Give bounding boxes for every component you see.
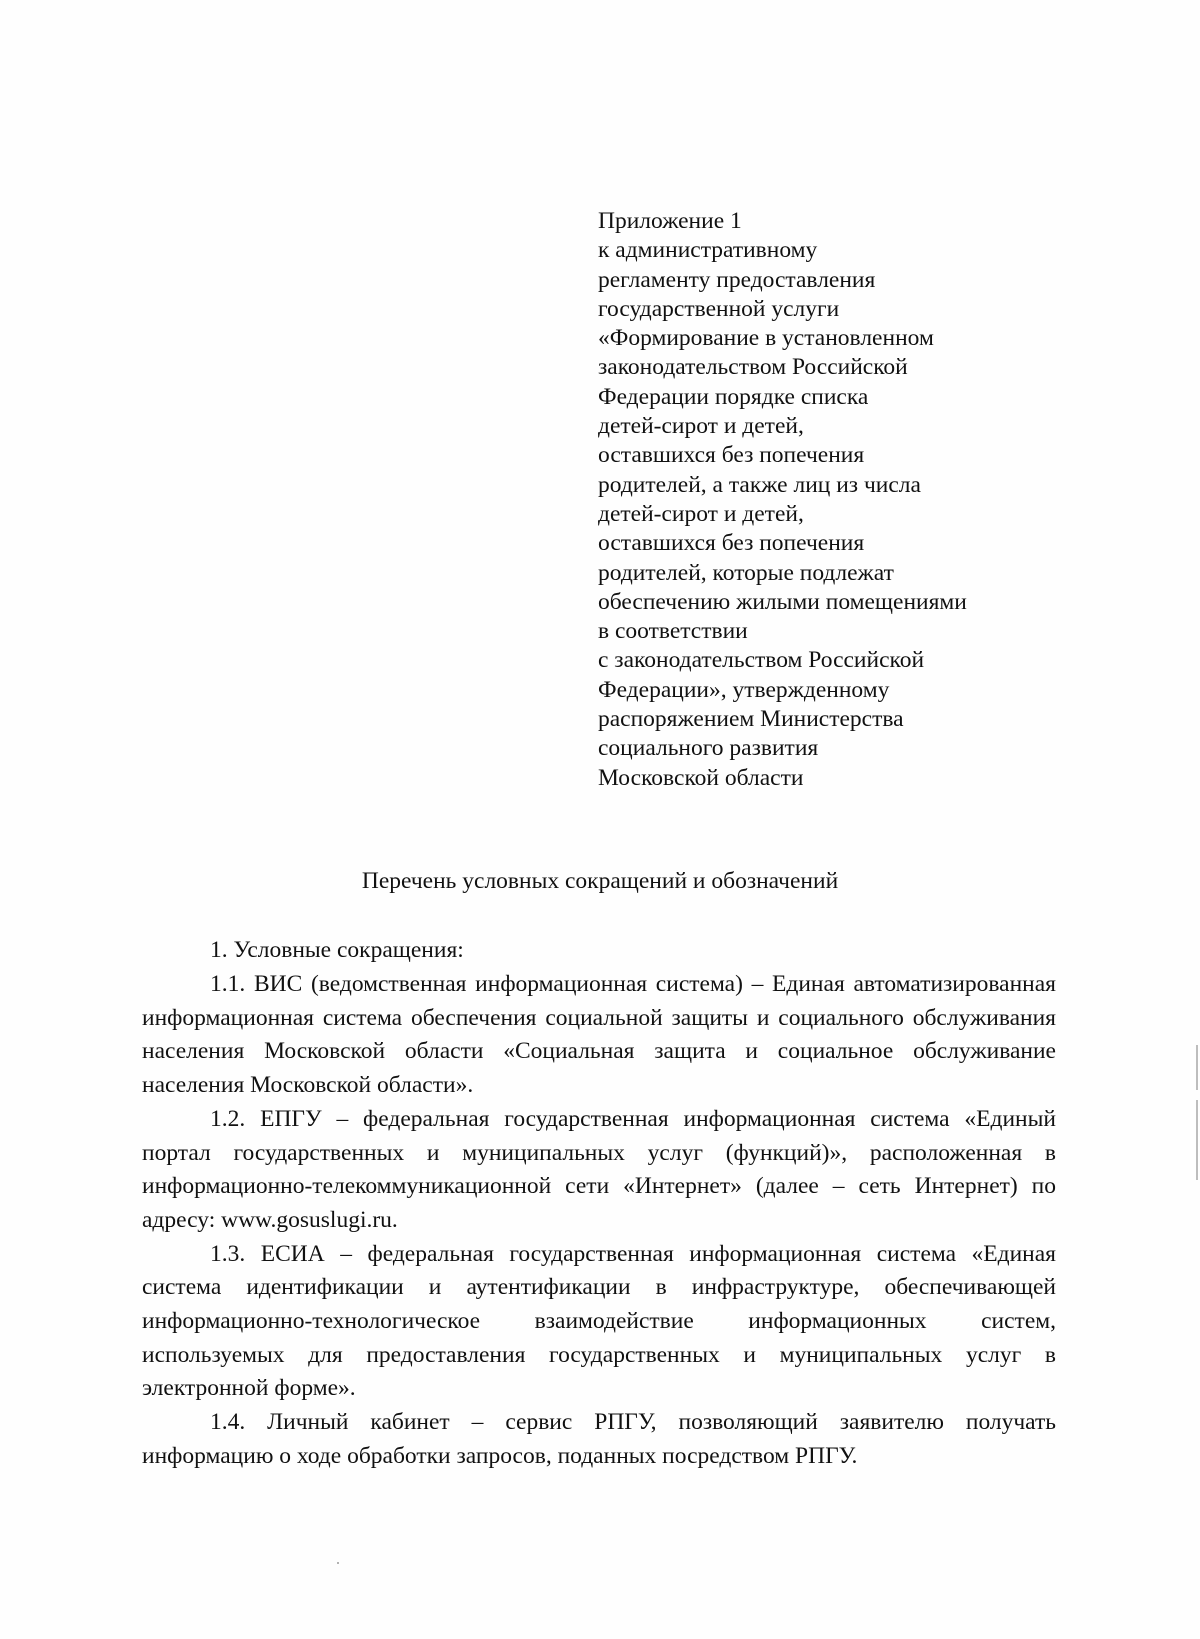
definition-epgu: 1.2. ЕПГУ – федеральная государственная информационная система «Единый портал государственных и муниципальных услуг (функций)», расположенная в информационно-телекоммуникационной сети «Интернет» (далее – сеть Интернет) по адресу: www.gosuslugi.ru. [142, 1105, 1056, 1233]
definition-personal-account: 1.4. Личный кабинет – сервис РПГУ, позволяющий заявителю получать информацию о ходе обработки запросов, поданных посредством РПГУ. [142, 1409, 1056, 1469]
appendix-line: регламенту предоставления [598, 266, 876, 293]
appendix-line: Федерации порядке списка [598, 383, 869, 410]
appendix-line: законодательством Российской [598, 354, 908, 381]
appendix-line: родителей, а также лиц из числа [598, 471, 921, 498]
scan-speck [337, 1562, 339, 1564]
definition-vis: 1.1. ВИС (ведомственная информационная система) – Единая автоматизированная информационная система обеспечения социальной защиты и социального обслуживания населения Московской области «Социальная защита и социальное обслуживание населения Московской области». [142, 971, 1056, 1098]
appendix-line: распоряжением Министерства [598, 706, 904, 733]
document-heading: Перечень условных сокращений и обозначений [361, 868, 839, 894]
appendix-line: обеспечению жилыми помещениями [598, 588, 967, 615]
document-body [142, 934, 1056, 1474]
section-intro: 1. Условные сокращения: [210, 937, 464, 963]
appendix-line: родителей, которые подлежат [598, 559, 894, 586]
appendix-block [598, 207, 1038, 793]
appendix-line: государственной услуги [598, 295, 840, 322]
appendix-line: Приложение 1 [598, 208, 742, 234]
appendix-line: с законодательством Российской [598, 647, 925, 674]
appendix-line: Московской области [598, 764, 804, 791]
appendix-line: оставшихся без попечения [598, 442, 865, 469]
appendix-line: детей-сирот и детей, [598, 500, 804, 527]
definition-esia: 1.3. ЕСИА – федеральная государственная информационная система «Единая система идентификации и аутентификации в инфраструктуре, обеспечивающей информационно-технологическое взаимодействие информационных систем, используемых для предоставления государственных и муниципальных услуг в электронной форме». [142, 1240, 1056, 1402]
scan-edge-mark [1196, 1100, 1198, 1180]
appendix-line: к административному [598, 237, 818, 264]
appendix-line: в соответствии [598, 618, 748, 645]
appendix-line: детей-сирот и детей, [598, 413, 804, 440]
appendix-line: оставшихся без попечения [598, 530, 865, 557]
scan-edge-mark [1196, 1045, 1198, 1090]
appendix-line: «Формирование в установленном [598, 325, 934, 352]
appendix-line: социального развития [598, 735, 819, 762]
appendix-line: Федерации», утвержденному [598, 676, 890, 703]
